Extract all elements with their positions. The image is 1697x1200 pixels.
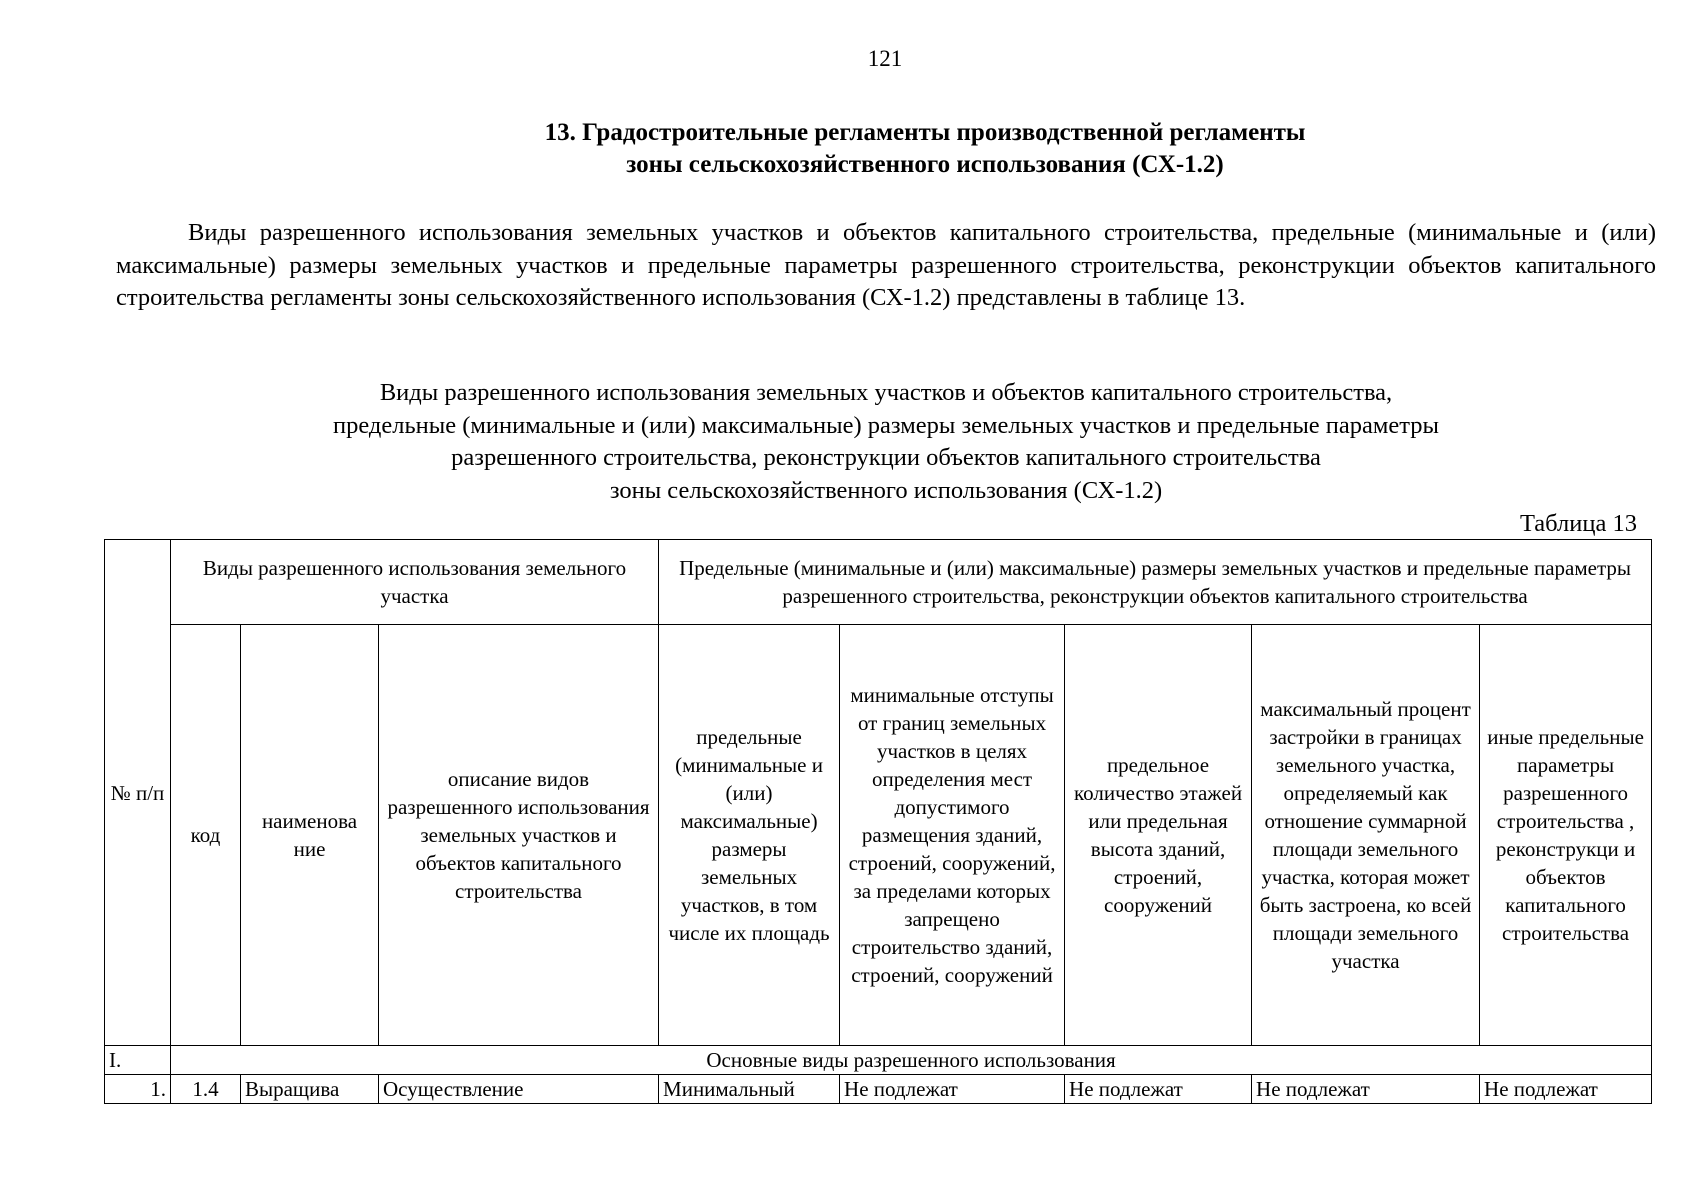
section-num: I. [105, 1046, 171, 1075]
section-heading-line: 13. Градостроительные регламенты производственной регламенты [544, 119, 1306, 146]
header-code: код [171, 625, 241, 1046]
table-caption-line: разрешенного строительства, реконструкции объектов капитального строительства [451, 444, 1321, 471]
intro-paragraph: Виды разрешенного использования земельных участков и объектов капитального строительства, предельные (минимальные и (или) максимальные) размеры земельных участков и предельные параметры разрешенного строительства, реконструкции объектов капитального строительства регламенты зоны сельскохозяйственного использования (СХ-1.2) представлены в таблице 13. [116, 219, 1656, 311]
cell-plot-size: Минимальный [659, 1075, 840, 1104]
table-label: Таблица 13 [1519, 510, 1637, 537]
cell-num: 1. [105, 1075, 171, 1104]
header-coverage: максимальный процент застройки в границах земельного участка, определяемый как отношение суммарной площади земельного участка, которая может быть застроена, ко всей площади земельного участка [1252, 625, 1480, 1046]
table-caption-line: предельные (минимальные и (или) максимальные) размеры земельных участков и предельные параметры [332, 411, 1440, 439]
cell-setbacks: Не подлежат [840, 1075, 1065, 1104]
cell-other-params: Не подлежат [1480, 1075, 1652, 1104]
header-other-params: иные предельные параметры разрешенного строительства , реконструкци и объектов капитального строительства [1480, 625, 1652, 1046]
table-caption-line: Виды разрешенного использования земельных участков и объектов капитального строительства, [379, 379, 1393, 406]
header-setbacks: минимальные отступы от границ земельных участков в целях определения мест допустимого размещения зданий, строений, сооружений, за пределами которых запрещено строительство зданий, строений, сооружений [840, 625, 1065, 1046]
table-header-row [105, 540, 1652, 625]
header-num: № п/п [105, 540, 171, 1046]
page-number: 121 [867, 46, 903, 71]
table-caption [116, 377, 1656, 507]
header-floors: предельное количество этажей или предельная высота зданий, строений, сооружений [1065, 625, 1252, 1046]
cell-code: 1.4 [171, 1075, 241, 1104]
section-title: Основные виды разрешенного использования [171, 1046, 1652, 1075]
header-description: описание видов разрешенного использования земельных участков и объектов капитального строительства [379, 625, 659, 1046]
cell-coverage: Не подлежат [1252, 1075, 1480, 1104]
cell-name: Выращива [241, 1075, 379, 1104]
header-group-params: Предельные (минимальные и (или) максимальные) размеры земельных участков и предельные параметры разрешенного строительства, реконструкции объектов капитального строительства [659, 540, 1652, 625]
table-row [105, 1075, 1652, 1104]
cell-floors: Не подлежат [1065, 1075, 1252, 1104]
header-plot-size: предельные (минимальные и (или) максимальные) размеры земельных участков, в том числе их площадь [659, 625, 840, 1046]
section-heading [300, 117, 1550, 181]
table-subheader-row [105, 625, 1652, 1046]
header-name: наименова ние [241, 625, 379, 1046]
cell-description: Осуществление [379, 1075, 659, 1104]
regulations-table [104, 539, 1652, 1104]
section-row [105, 1046, 1652, 1075]
section-heading-line: зоны сельскохозяйственного использования (СХ-1.2) [626, 151, 1224, 178]
header-group-use: Виды разрешенного использования земельного участка [171, 540, 659, 625]
table-caption-line: зоны сельскохозяйственного использования (СХ-1.2) [609, 476, 1163, 504]
